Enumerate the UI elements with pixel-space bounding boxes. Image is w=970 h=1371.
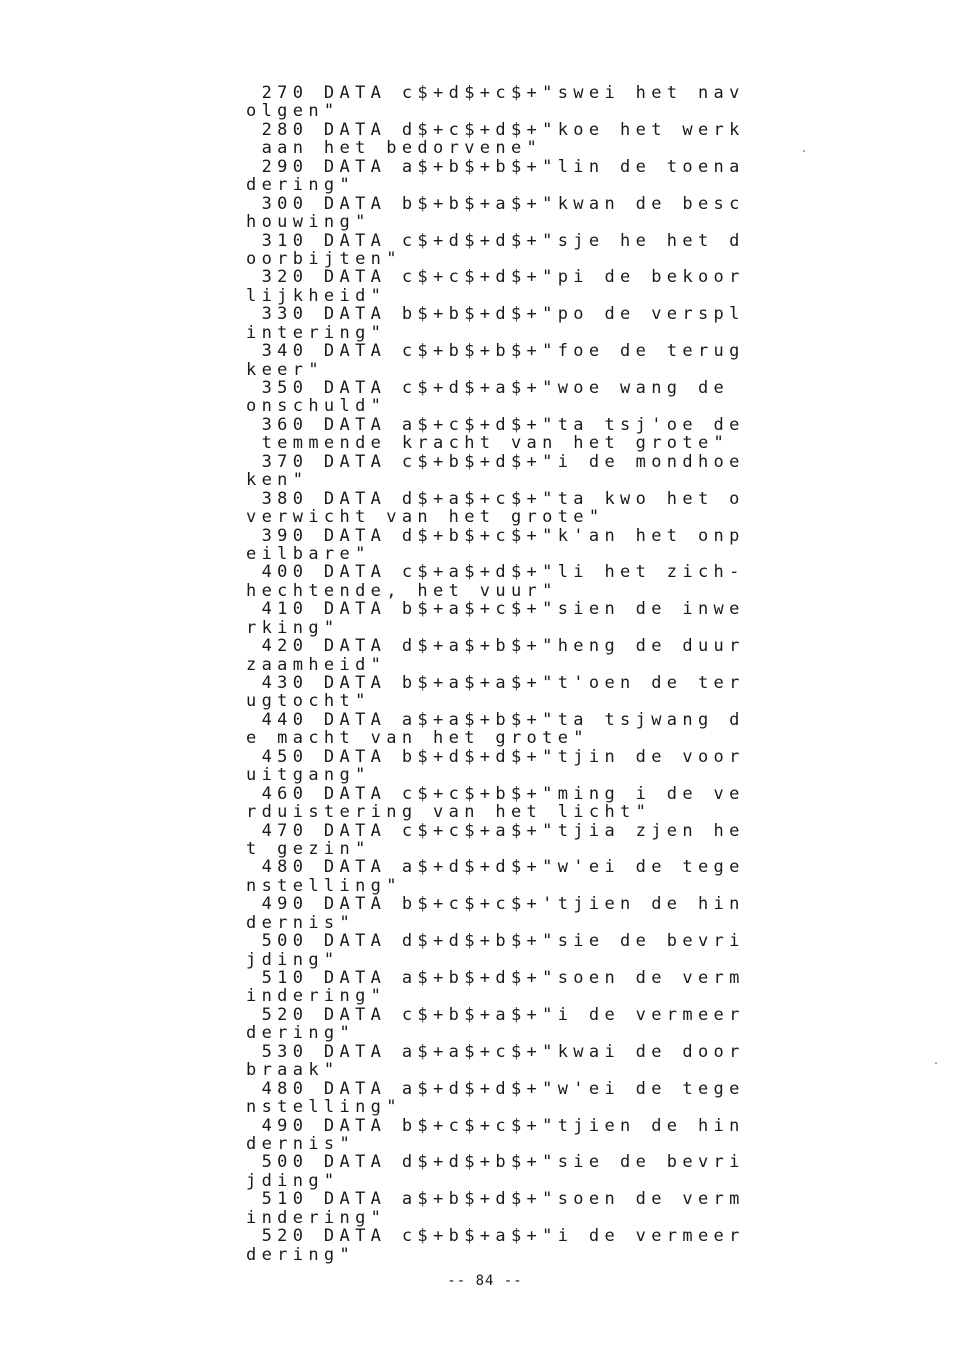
code-line: 500 DATA d$+d$+b$+"sie de bevri — [246, 1153, 745, 1172]
code-line: 500 DATA d$+d$+b$+"sie de bevri — [246, 932, 745, 951]
code-line: 420 DATA d$+a$+b$+"heng de duur — [246, 637, 745, 656]
code-line: 330 DATA b$+b$+d$+"po de verspl — [246, 305, 745, 324]
code-line: rduistering van het licht" — [246, 803, 652, 822]
code-line: jding" — [246, 1171, 340, 1191]
code-line: 460 DATA c$+c$+b$+"ming i de ve — [246, 784, 745, 804]
code-line: intering" — [246, 323, 387, 343]
code-line: keer" — [246, 360, 324, 379]
code-line: hechtende, het vuur" — [246, 581, 558, 601]
code-line: zaamheid" — [246, 655, 387, 674]
code-line: 510 DATA a$+b$+d$+"soen de verm — [246, 969, 745, 988]
code-line: jding" — [246, 950, 340, 969]
code-line: dering" — [246, 1024, 356, 1043]
code-line: 350 DATA c$+d$+a$+"woe wang de — [246, 379, 730, 398]
code-line: ken" — [246, 471, 309, 490]
code-line: 320 DATA c$+c$+d$+"pi de bekoor — [246, 268, 745, 287]
code-line: t gezin" — [246, 839, 371, 859]
code-line: 390 DATA d$+b$+c$+"k'an het onp — [246, 526, 745, 545]
code-line: ugtocht" — [246, 692, 371, 711]
code-line: 510 DATA a$+b$+d$+"soen de verm — [246, 1190, 745, 1209]
code-line: eilbare" — [246, 544, 371, 564]
code-line: 430 DATA b$+a$+a$+"t'oen de ter — [246, 674, 745, 693]
code-line: 370 DATA c$+b$+d$+"i de mondhoe — [246, 452, 745, 472]
code-line: onschuld" — [246, 397, 387, 416]
code-line: nstelling" — [246, 876, 402, 896]
code-line: olgen" — [246, 102, 340, 121]
code-line: uitgang" — [246, 766, 371, 785]
code-line: 530 DATA a$+a$+c$+"kwai de door — [246, 1042, 745, 1062]
code-line: rking" — [246, 618, 340, 638]
code-line: dernis" — [246, 913, 356, 933]
code-line: 340 DATA c$+b$+b$+"foe de terug — [246, 342, 745, 361]
code-line: dernis" — [246, 1134, 356, 1154]
code-line: 450 DATA b$+d$+d$+"tjin de voor — [246, 747, 745, 767]
code-line: 440 DATA a$+a$+b$+"ta tsjwang d — [246, 710, 745, 730]
code-line: 470 DATA c$+c$+a$+"tjia zjen he — [246, 821, 745, 840]
code-line: 520 DATA c$+b$+a$+"i de vermeer — [246, 1005, 745, 1025]
code-line: braak" — [246, 1061, 340, 1080]
code-line: oorbijten" — [246, 249, 402, 269]
scan-speck — [803, 150, 805, 152]
code-line: indering" — [246, 987, 387, 1006]
code-line: nstelling" — [246, 1098, 402, 1117]
page-number: -- 84 -- — [447, 1273, 523, 1289]
code-line: aan het bedorvene" — [246, 139, 543, 158]
code-line: 270 DATA c$+d$+c$+"swei het nav — [246, 84, 745, 103]
code-line: 300 DATA b$+b$+a$+"kwan de besc — [246, 194, 745, 214]
code-line: houwing" — [246, 213, 371, 232]
code-line: 380 DATA d$+a$+c$+"ta kwo het o — [246, 489, 745, 509]
scan-speck — [935, 1062, 937, 1064]
code-line: e macht van het grote" — [246, 729, 589, 748]
code-line: verwicht van het grote" — [246, 508, 605, 527]
code-line: 280 DATA d$+c$+d$+"koe het werk — [246, 120, 745, 140]
code-line: 480 DATA a$+d$+d$+"w'ei de tege — [246, 858, 745, 877]
code-line: 490 DATA b$+c$+c$+"tjien de hin — [246, 1116, 745, 1135]
code-line: lijkheid" — [246, 286, 387, 306]
code-line: 480 DATA a$+d$+d$+"w'ei de tege — [246, 1079, 745, 1099]
code-line: 310 DATA c$+d$+d$+"sje he het d — [246, 231, 745, 250]
code-line: 360 DATA a$+c$+d$+"ta tsj'oe de — [246, 415, 745, 435]
code-line: temmende kracht van het grote" — [246, 434, 730, 453]
code-line: indering" — [246, 1208, 387, 1228]
code-line: 410 DATA b$+a$+c$+"sien de inwe — [246, 600, 745, 619]
program-listing — [246, 84, 762, 1264]
code-line: 490 DATA b$+c$+c$+'tjien de hin — [246, 895, 745, 914]
code-line: dering" — [246, 1245, 356, 1264]
code-line: 520 DATA c$+b$+a$+"i de vermeer — [246, 1227, 745, 1246]
code-line: 290 DATA a$+b$+b$+"lin de toena — [246, 157, 745, 177]
code-line: 400 DATA c$+a$+d$+"li het zich- — [246, 563, 745, 582]
code-line: dering" — [246, 176, 356, 195]
